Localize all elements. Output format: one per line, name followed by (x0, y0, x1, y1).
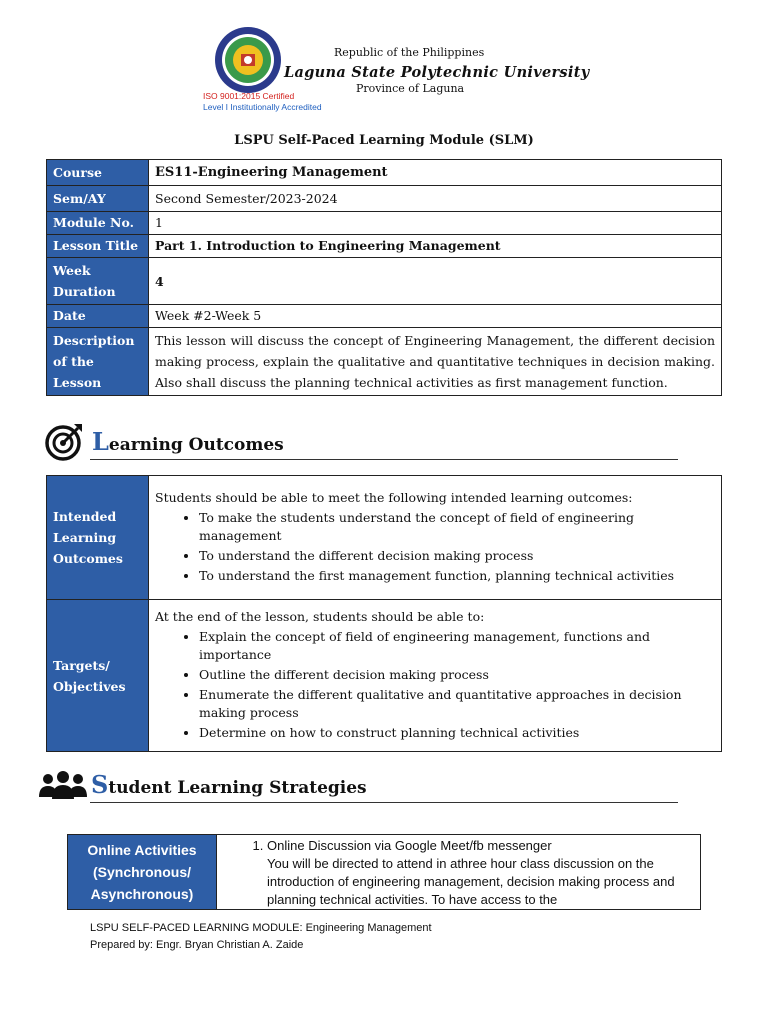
activity-title: Online Discussion via Google Meet/fb messenger (267, 838, 552, 853)
people-group-icon (38, 771, 88, 801)
sem-value: Second Semester/2023-2024 (149, 186, 722, 212)
accreditation-text: Level I Institutionally Accredited (203, 102, 322, 112)
target-icon (44, 422, 84, 462)
activity-text: You will be directed to attend in athree hour class discussion on the introduction of engineering management, decision making process and planning technical activities. To have access to the (267, 856, 675, 907)
course-info-table (46, 159, 722, 396)
ilo-intro: Students should be able to meet the following intended learning outcomes: (155, 489, 633, 505)
course-value: ES11-Engineering Management (149, 160, 722, 186)
week-row (47, 258, 722, 305)
online-activities-label: Online Activities (Synchronous/ Asynchronous) (68, 835, 217, 910)
module-title: LSPU Self-Paced Learning Module (SLM) (234, 133, 534, 148)
list-item: • Enumerate the different qualitative and quantitative approaches in decision making process (199, 686, 715, 722)
ilo-label: Intended Learning Outcomes (47, 476, 149, 600)
targets-list (155, 628, 715, 742)
province-text: Province of Laguna (356, 82, 465, 95)
description-row (47, 328, 722, 396)
date-label: Date (47, 305, 149, 328)
course-row (47, 160, 722, 186)
footer-module-line: LSPU SELF-PACED LEARNING MODULE: Engineering Management (90, 922, 432, 934)
module-row (47, 212, 722, 235)
online-activities-content (217, 835, 701, 910)
document-header (0, 0, 768, 120)
ilo-list (155, 509, 715, 585)
description-label: Description of the Lesson (47, 328, 149, 396)
strategies-heading (38, 763, 678, 803)
date-row (47, 305, 722, 328)
module-value: 1 (149, 212, 722, 235)
lesson-label: Lesson Title (47, 235, 149, 258)
ilo-content (149, 476, 722, 600)
university-seal (214, 26, 282, 94)
targets-content (149, 600, 722, 752)
list-item (267, 837, 696, 909)
list-item: • To understand the first management function, planning technical activities (199, 567, 715, 585)
list-item: • To make the students understand the concept of field of engineering management (199, 509, 715, 545)
online-activities-table (67, 834, 701, 910)
date-value: Week #2-Week 5 (149, 305, 722, 328)
targets-row (47, 600, 722, 752)
description-value: This lesson will discuss the concept of Engineering Management, the different decision making process, explain the qualitative and quantitative techniques in decision making. Also shall discuss the planning technical activities as first management function. (149, 328, 722, 396)
list-item: • Determine on how to construct planning technical activities (199, 724, 715, 742)
list-item: • Explain the concept of field of engineering management, functions and importance (199, 628, 715, 664)
online-activities-row (68, 835, 701, 910)
course-label: Course (47, 160, 149, 186)
list-item: • Outline the different decision making process (199, 666, 715, 684)
targets-intro: At the end of the lesson, students should be able to: (155, 608, 485, 624)
learning-outcomes-title: Learning Outcomes (92, 427, 284, 456)
week-label: Week Duration (47, 258, 149, 305)
targets-label: Targets/ Objectives (47, 600, 149, 752)
activity-list (217, 837, 696, 909)
ilo-row (47, 476, 722, 600)
module-label: Module No. (47, 212, 149, 235)
week-value: 4 (149, 258, 722, 305)
sem-label: Sem/AY (47, 186, 149, 212)
university-name: Laguna State Polytechnic University (284, 64, 590, 81)
footer-author-line: Prepared by: Engr. Bryan Christian A. Zaide (90, 939, 304, 951)
lesson-row (47, 235, 722, 258)
republic-text: Republic of the Philippines (334, 46, 485, 59)
learning-outcomes-table (46, 475, 722, 752)
iso-certification: ISO 9001:2015 Certified (203, 91, 295, 101)
sem-row (47, 186, 722, 212)
list-item: • To understand the different decision making process (199, 547, 715, 565)
strategies-title: Student Learning Strategies (91, 770, 367, 799)
lesson-value: Part 1. Introduction to Engineering Management (149, 235, 722, 258)
learning-outcomes-heading (44, 420, 678, 460)
